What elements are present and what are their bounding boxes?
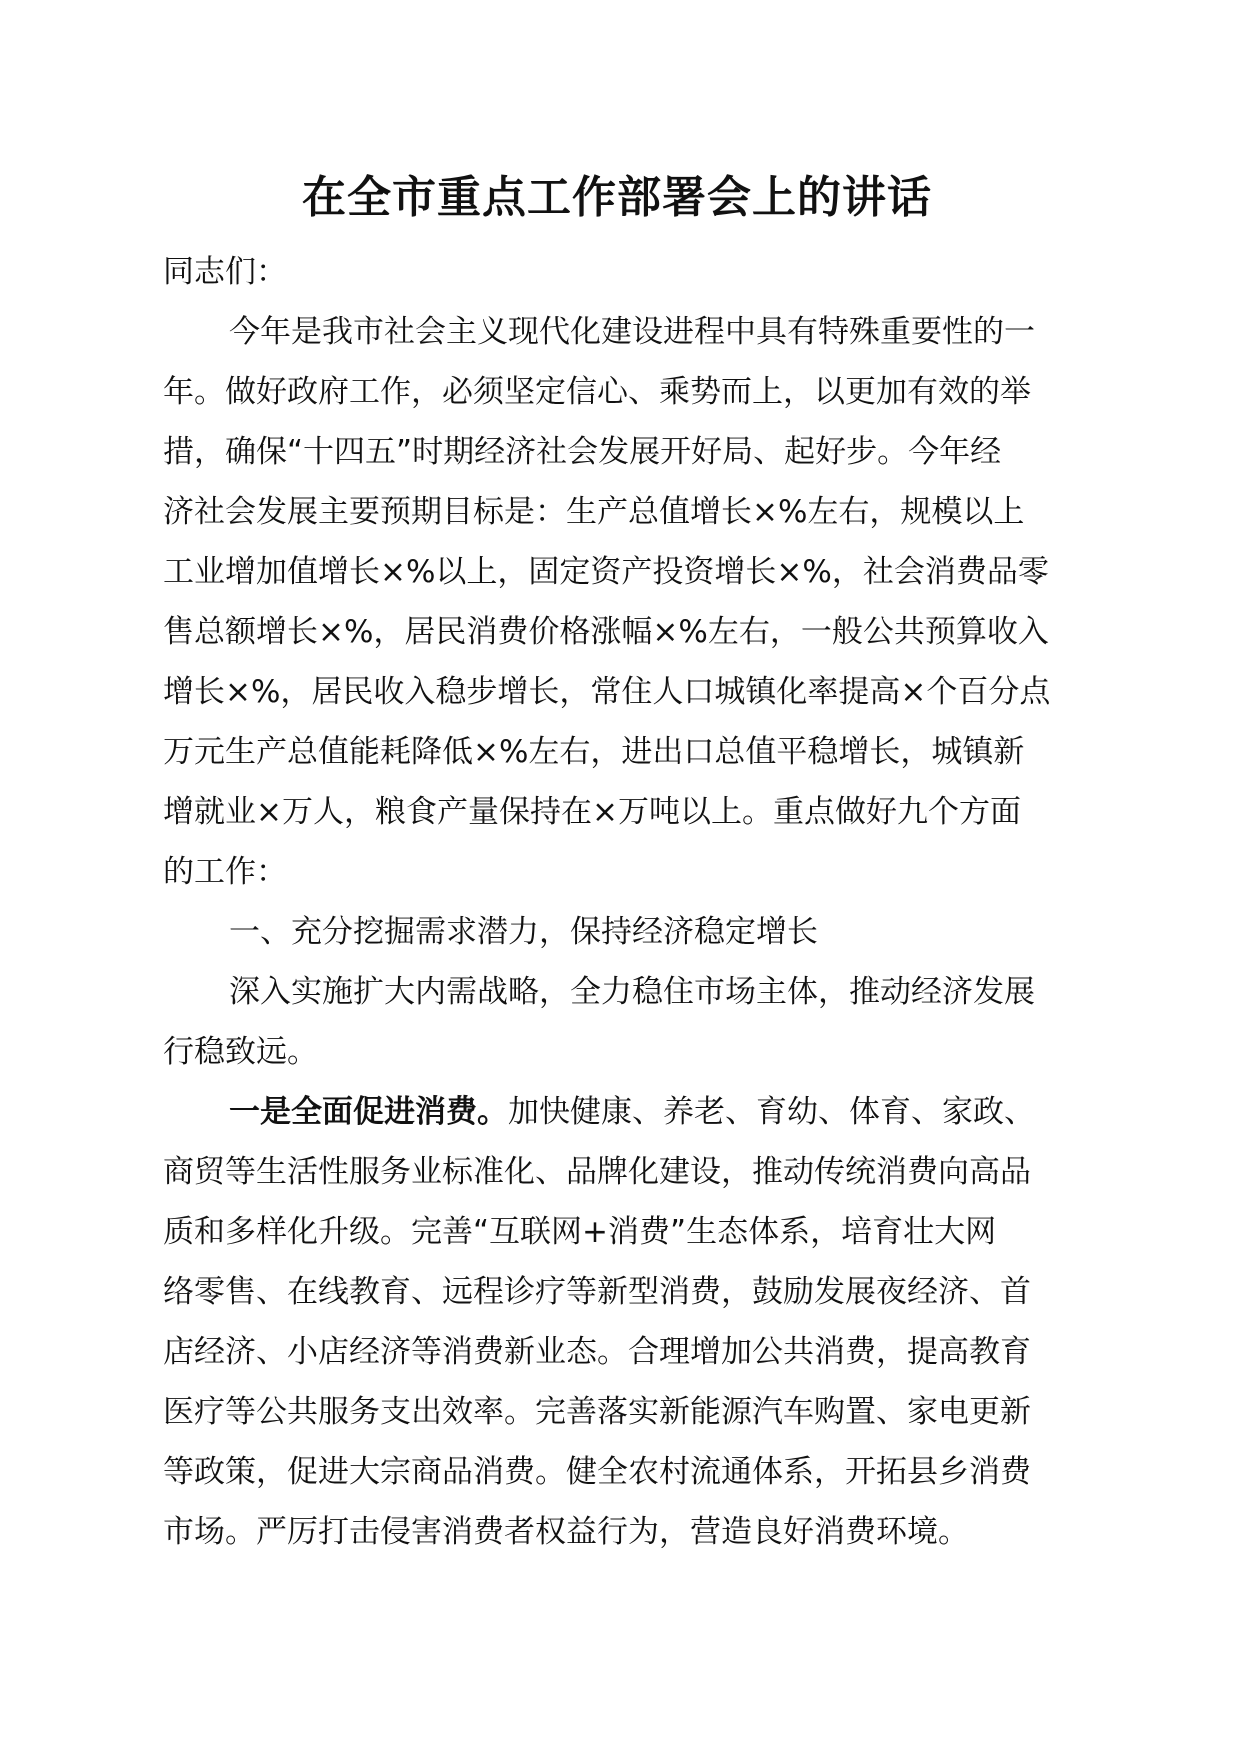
point-one-line: 店经济、小店经济等消费新业态。合理增加公共消费，提高教育 <box>163 1334 1031 1370</box>
point-one-lead: 一是全面促进消费。 <box>229 1094 508 1130</box>
point-one-line: 质和多样化升级。完善“互联网+消费”生态体系，培育壮大网 <box>163 1214 997 1250</box>
intro-line: 售总额增长×%，居民消费价格涨幅×%左右，一般公共预算收入 <box>163 614 1049 650</box>
point-one-line: 市场。严厉打击侵害消费者权益行为，营造良好消费环境。 <box>163 1514 969 1550</box>
intro-line: 年。做好政府工作，必须坚定信心、乘势而上，以更加有效的举 <box>163 374 1031 410</box>
point-one-line: 商贸等生活性服务业标准化、品牌化建设，推动传统消费向高品 <box>163 1154 1031 1190</box>
section-intro-line: 深入实施扩大内需战略，全力稳住市场主体，推动经济发展 <box>229 974 1035 1010</box>
point-one-first-line-rest: 加快健康、养老、育幼、体育、家政、 <box>508 1094 1035 1130</box>
point-one-paragraph <box>163 1082 1103 1562</box>
intro-line: 济社会发展主要预期目标是：生产总值增长×%左右，规模以上 <box>163 494 1025 530</box>
intro-line: 措，确保“十四五”时期经济社会发展开好局、起好步。今年经 <box>163 434 1002 470</box>
intro-line: 今年是我市社会主义现代化建设进程中具有特殊重要性的一 <box>229 314 1035 350</box>
point-one-first-line <box>163 1082 1103 1142</box>
point-one-line: 医疗等公共服务支出效率。完善落实新能源汽车购置、家电更新 <box>163 1394 1031 1430</box>
point-one-line: 络零售、在线教育、远程诊疗等新型消费，鼓励发展夜经济、首 <box>163 1274 1031 1310</box>
salutation <box>163 242 1103 302</box>
intro-line: 工业增加值增长×%以上，固定资产投资增长×%，社会消费品零 <box>163 554 1049 590</box>
intro-line: 的工作： <box>163 854 287 890</box>
intro-line: 万元生产总值能耗降低×%左右，进出口总值平稳增长，城镇新 <box>163 734 1025 770</box>
section-heading <box>163 902 1103 962</box>
salutation-text: 同志们： <box>163 254 287 290</box>
intro-line: 增就业×万人，粮食产量保持在×万吨以上。重点做好九个方面 <box>163 794 1021 830</box>
section-heading-text: 一、充分挖掘需求潜力，保持经济稳定增长 <box>229 914 818 950</box>
document-title: 在全市重点工作部署会上的讲话 <box>302 172 932 223</box>
point-one-line: 等政策，促进大宗商品消费。健全农村流通体系，开拓县乡消费 <box>163 1454 1031 1490</box>
intro-line: 增长×%，居民收入稳步增长，常住人口城镇化率提高×个百分点 <box>163 674 1051 710</box>
section-intro-paragraph <box>163 962 1103 1082</box>
document-body <box>163 242 1103 1562</box>
section-intro-line: 行稳致远。 <box>163 1034 318 1070</box>
intro-paragraph <box>163 302 1103 902</box>
